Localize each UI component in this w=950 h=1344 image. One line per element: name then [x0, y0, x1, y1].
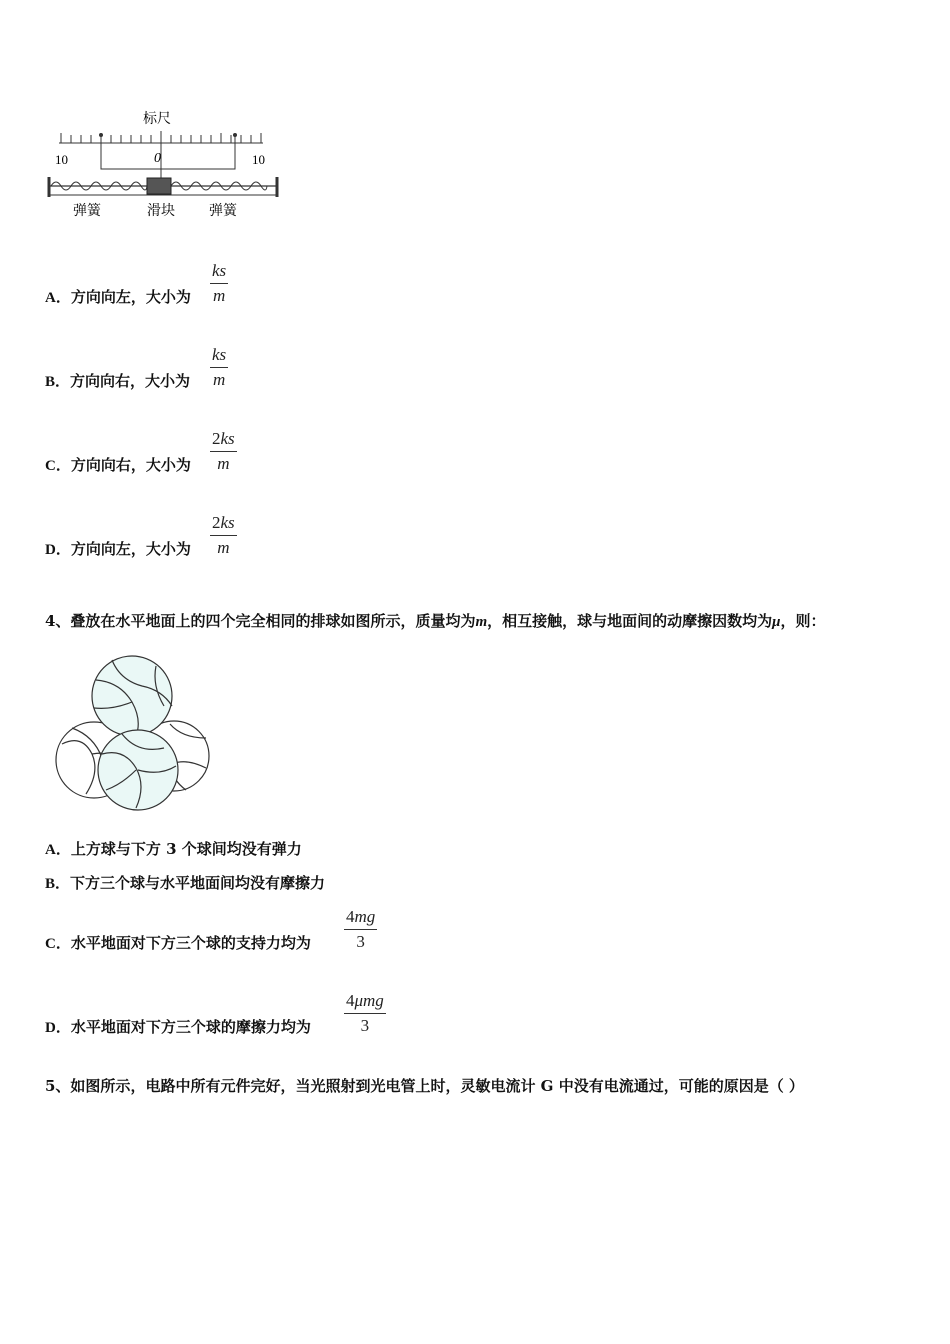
option-letter: C — [45, 458, 56, 474]
fraction-4mg-over-3 — [344, 907, 377, 952]
denominator: 3 — [344, 929, 377, 952]
option-letter: B — [45, 876, 56, 892]
fraction-2ks-over-m — [210, 429, 237, 474]
option-letter: B — [45, 374, 56, 390]
q4-option-d[interactable]: D．水平地面对下方三个球的摩擦力均为 — [45, 1018, 311, 1036]
fraction-4mumg-over-3 — [344, 991, 386, 1036]
label-spring-right: 弹簧 — [209, 203, 237, 219]
option-text: 方向向右，大小为 — [70, 372, 191, 390]
q4-mass-symbol: m — [475, 614, 488, 630]
numerator-coefficient: 4 — [346, 907, 355, 926]
volleyballs-figure — [52, 654, 212, 814]
fraction-ks-over-m — [210, 261, 228, 306]
q3-option-a[interactable]: A．方向向左，大小为 — [45, 288, 191, 306]
ruler-spring-figure — [45, 105, 285, 225]
numerator-coefficient: 2 — [212, 513, 221, 532]
option-text: 水平地面对下方三个球的摩擦力均为 — [70, 1018, 311, 1036]
option-letter: A — [45, 290, 56, 306]
fraction-2ks-over-m — [210, 513, 237, 558]
q3-option-c[interactable]: C．方向向右，大小为 — [45, 456, 191, 474]
q5-stem: 5、如图所示，电路中所有元件完好，当光照射到光电管上时，灵敏电流计 G 中没有电流通过，可能的原因是（ ） — [45, 1077, 804, 1095]
ruler-left-number: 10 — [55, 152, 68, 167]
numerator — [344, 991, 386, 1013]
q4-stem-part-a: 4、叠放在水平地面上的四个完全相同的排球如图所示，质量均为 — [45, 612, 476, 630]
q4-option-a[interactable]: A．上方球与下方 3 个球间均没有弹力 — [45, 840, 302, 858]
option-text: 方向向右，大小为 — [70, 456, 191, 474]
option-text: 方向向左，大小为 — [70, 540, 191, 558]
q4-option-c[interactable]: C．水平地面对下方三个球的支持力均为 — [45, 934, 311, 952]
numerator-symbols: ks — [220, 429, 235, 448]
label-spring-left: 弹簧 — [73, 203, 101, 219]
label-slider: 滑块 — [147, 203, 175, 219]
numerator-coefficient: 2 — [212, 429, 221, 448]
numerator — [210, 513, 237, 535]
denominator: m — [210, 283, 228, 306]
option-text: 水平地面对下方三个球的支持力均为 — [70, 934, 311, 952]
denominator: m — [210, 451, 237, 474]
option-letter: C — [45, 936, 56, 952]
q4-option-b[interactable]: B．下方三个球与水平地面间均没有摩擦力 — [45, 874, 326, 892]
ruler-zero: 0 — [154, 151, 161, 166]
numerator-symbols: mg — [354, 907, 376, 926]
option-letter: D — [45, 542, 56, 558]
numerator: ks — [212, 345, 227, 364]
denominator: m — [210, 367, 228, 390]
ruler-spring-diagram — [45, 105, 285, 225]
option-text: 上方球与下方 3 个球间均没有弹力 — [70, 840, 302, 858]
ruler-right-number: 10 — [252, 152, 265, 167]
ruler-title: 标尺 — [143, 111, 171, 127]
q3-option-d[interactable]: D．方向向左，大小为 — [45, 540, 191, 558]
denominator: m — [210, 535, 237, 558]
q4-stem-part-c: ，则： — [780, 612, 826, 630]
numerator-symbols: μmg — [354, 991, 384, 1010]
option-letter: A — [45, 842, 56, 858]
q4-stem-part-b: ，相互接触，球与地面间的动摩擦因数均为 — [487, 612, 773, 630]
fraction-ks-over-m — [210, 345, 228, 390]
numerator — [210, 429, 237, 451]
numerator: ks — [212, 261, 227, 280]
option-text: 下方三个球与水平地面间均没有摩擦力 — [70, 874, 326, 892]
option-text: 方向向左，大小为 — [70, 288, 191, 306]
option-letter: D — [45, 1020, 56, 1036]
denominator: 3 — [344, 1013, 386, 1036]
numerator-symbols: ks — [220, 513, 235, 532]
numerator — [344, 907, 377, 929]
q4-stem — [45, 610, 826, 631]
q3-option-b[interactable]: B．方向向右，大小为 — [45, 372, 191, 390]
volleyballs-diagram — [52, 654, 212, 814]
numerator-coefficient: 4 — [346, 991, 355, 1010]
q4-mu-symbol: μ — [772, 614, 781, 630]
